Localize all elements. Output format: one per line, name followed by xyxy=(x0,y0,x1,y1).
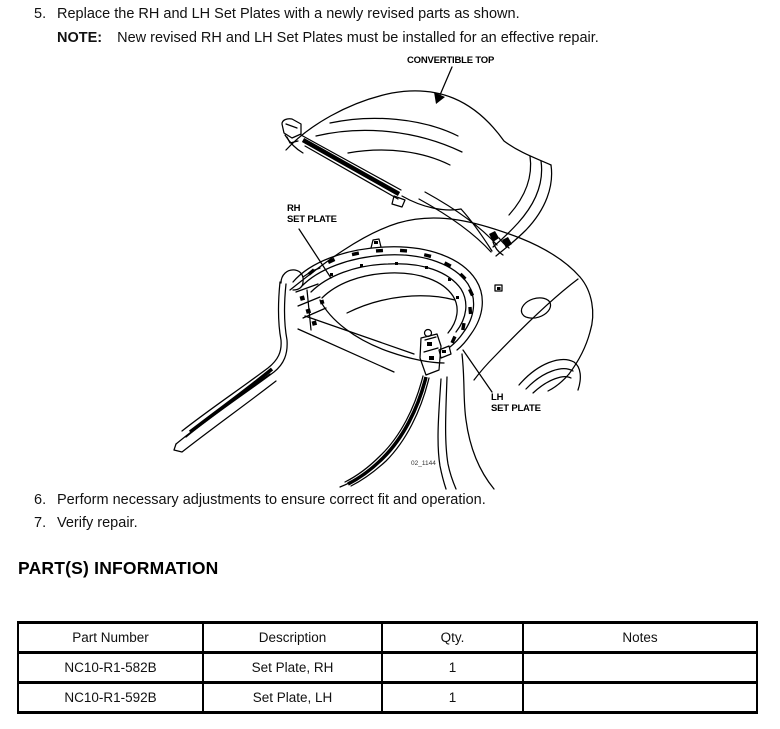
cell-description: Set Plate, RH xyxy=(203,653,382,683)
cell-notes xyxy=(523,683,757,713)
header-description: Description xyxy=(203,623,382,653)
cell-qty: 1 xyxy=(382,653,523,683)
cell-part-number: NC10-R1-582B xyxy=(18,653,203,683)
callout-rh-line1: RH xyxy=(287,203,301,214)
convertible-top-arrow-line xyxy=(440,67,452,95)
note-label: NOTE: xyxy=(57,30,103,46)
callout-lh-line1: LH xyxy=(491,392,504,403)
parts-table xyxy=(17,621,758,714)
step-7 xyxy=(34,515,754,532)
header-part-number: Part Number xyxy=(18,623,203,653)
callout-rh-set-plate xyxy=(287,203,337,225)
set-plate-tabs xyxy=(308,249,474,344)
figure-number: 02_1144 xyxy=(411,460,436,467)
step-6-number: 6. xyxy=(34,492,47,508)
step-5-number: 5. xyxy=(34,6,47,22)
step-6-text: Perform necessary adjustments to ensure correct fit and operation. xyxy=(57,492,486,508)
header-notes: Notes xyxy=(523,623,757,653)
step-7-number: 7. xyxy=(34,515,47,531)
parts-information-heading: PART(S) INFORMATION xyxy=(18,558,219,578)
cell-description: Set Plate, LH xyxy=(203,683,382,713)
step-6 xyxy=(34,492,754,509)
parts-table-header-row xyxy=(18,623,757,653)
callout-convertible-top: CONVERTIBLE TOP xyxy=(407,55,495,66)
callout-leaders xyxy=(299,67,492,392)
cell-notes xyxy=(523,653,757,683)
note-text: New revised RH and LH Set Plates must be installed for an effective repair. xyxy=(117,30,599,46)
table-row xyxy=(18,653,757,683)
step-5-text: Replace the RH and LH Set Plates with a newly revised parts as shown. xyxy=(57,6,520,22)
center-bracket xyxy=(420,330,451,376)
header-qty: Qty. xyxy=(382,623,523,653)
callout-lh-line2: SET PLATE xyxy=(491,403,541,414)
rh-set-plate-detail xyxy=(296,284,326,330)
callout-lh-set-plate xyxy=(491,392,541,414)
car-body-drawing xyxy=(174,218,593,489)
cell-part-number: NC10-R1-592B xyxy=(18,683,203,713)
lh-leader-line xyxy=(463,350,492,392)
callout-rh-line2: SET PLATE xyxy=(287,214,337,225)
step-7-text: Verify repair. xyxy=(57,515,138,531)
convertible-top-drawing xyxy=(282,91,552,256)
table-row xyxy=(18,683,757,713)
cell-qty: 1 xyxy=(382,683,523,713)
